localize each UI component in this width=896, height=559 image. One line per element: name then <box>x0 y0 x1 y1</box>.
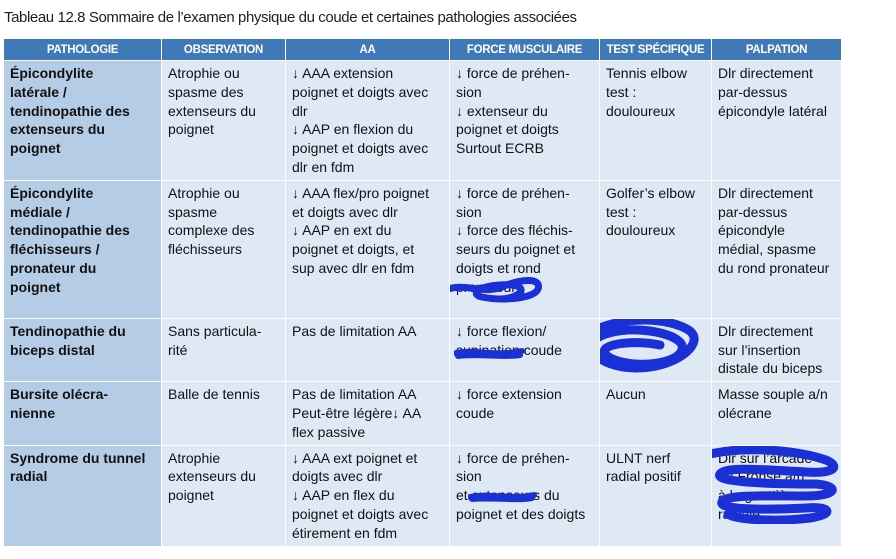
cell-aa <box>286 61 450 181</box>
cell-palpation <box>712 318 842 381</box>
ink-scribble <box>600 318 707 379</box>
observation-text: Atrophie ou spasme des extenseurs du poignet <box>168 65 256 138</box>
aa-text: Pas de limitation AA <box>292 322 417 339</box>
test-text: ULNT nerf radial positif <box>606 449 681 485</box>
cell-pathologie <box>4 382 162 445</box>
table-row <box>4 61 842 181</box>
aa-text: ↓ AAA ext poignet et doigts avec dlr ↓ AAP en flex du poignet et doigts avec étirement en fdm <box>292 449 429 541</box>
header-force-musculaire: FORCE MUSCULAIRE <box>450 39 600 61</box>
header-aa: AA <box>286 39 450 61</box>
pathologie-text: Épicondylite médiale / tendinopathie des fléchisseurs / pronateur du poignet <box>10 184 130 295</box>
observation-text: Sans particula- rité <box>168 322 262 358</box>
cell-force <box>450 318 600 381</box>
observation-text: Balle de tennis <box>168 386 260 403</box>
cell-test <box>600 61 712 181</box>
pathologie-text: Syndrome du tunnel radial <box>10 449 146 485</box>
cell-observation <box>162 382 286 445</box>
test-text: Aucun <box>606 386 646 403</box>
cell-pathologie <box>4 445 162 546</box>
observation-text: Atrophie extenseurs du poignet <box>168 449 256 504</box>
cell-force <box>450 382 600 445</box>
pathologie-text: Épicondylite latérale / tendinopathie des extenseurs du poignet <box>10 65 130 157</box>
force-text: ↓ force flexion/ supination coude <box>456 322 562 358</box>
aa-text: Pas de limitation AA Peut-être légère↓ AA flex passive <box>292 386 422 440</box>
header-row <box>4 39 842 61</box>
aa-text: ↓ AAA extension poignet et doigts avec dlr ↓ AAP en flexion du poignet et doigts avec dlr en fdm <box>292 65 429 175</box>
cell-aa <box>286 382 450 445</box>
cell-pathologie <box>4 180 162 318</box>
cell-force <box>450 61 600 181</box>
cell-observation <box>162 445 286 546</box>
cell-aa <box>286 445 450 546</box>
cell-aa <box>286 180 450 318</box>
cell-palpation <box>712 382 842 445</box>
table-row <box>4 445 842 546</box>
cell-test <box>600 318 712 381</box>
header-test-specifique: TEST SPÉCIFIQUE <box>600 39 712 61</box>
cell-test <box>600 180 712 318</box>
table-row <box>4 382 842 445</box>
header-observation: OBSERVATION <box>162 39 286 61</box>
cell-pathologie <box>4 318 162 381</box>
header-pathologie: PATHOLOGIE <box>4 39 162 61</box>
palpation-text: Dlr directement sur l’insertion distale du biceps <box>718 322 823 377</box>
cell-observation <box>162 61 286 181</box>
cell-force <box>450 180 600 318</box>
cell-test <box>600 445 712 546</box>
cell-palpation <box>712 180 842 318</box>
cell-palpation <box>712 61 842 181</box>
table-caption: Tableau 12.8 Sommaire de l’examen physique du coude et certaines pathologies associées <box>4 9 577 26</box>
table-row <box>4 180 842 318</box>
cell-palpation <box>712 445 842 546</box>
table-row <box>4 318 842 381</box>
aa-text: ↓ AAA flex/pro poignet et doigts avec dlr ↓ AAP en ext du poignet et doigts, et sup avec dlr en fdm <box>292 184 429 276</box>
cell-observation <box>162 318 286 381</box>
cell-force <box>450 445 600 546</box>
force-text: ↓ force de préhen- sion ↓ extenseur du poignet et doigts Surtout ECRB <box>456 65 570 157</box>
palpation-text: Dlr sur l’arcade de Frohse a/n à la gouttière radiale <box>718 449 813 522</box>
test-text: Golfer’s elbow test : douloureux <box>606 184 695 239</box>
force-text: ↓ force de préhen- sion ↓ force des fléchis- seurs du poignet et doigts et rond pronateur <box>456 184 576 295</box>
header-palpation: PALPATION <box>712 39 842 61</box>
pathologie-text: Tendinopathie du biceps distal <box>10 322 126 358</box>
cell-observation <box>162 180 286 318</box>
observation-text: Atrophie ou spasme complexe des fléchisseurs <box>168 184 255 258</box>
force-text: ↓ force de préhen- sion et extenseurs du poignet et des doigts <box>456 449 586 522</box>
cell-test <box>600 382 712 445</box>
palpation-text: Dlr directement par-dessus épicondyle latéral <box>718 65 827 119</box>
test-text: Tennis elbow test : douloureux <box>606 65 687 119</box>
palpation-text: Dlr directement par-dessus épicondyle médial, spasme du rond pronateur <box>718 184 830 276</box>
pathology-table <box>3 38 842 547</box>
palpation-text: Masse souple a/n olécrane <box>718 386 828 421</box>
cell-aa <box>286 318 450 381</box>
pathologie-text: Bursite olécra- nienne <box>10 386 109 421</box>
cell-pathologie <box>4 61 162 181</box>
force-text: ↓ force extension coude <box>456 386 562 421</box>
